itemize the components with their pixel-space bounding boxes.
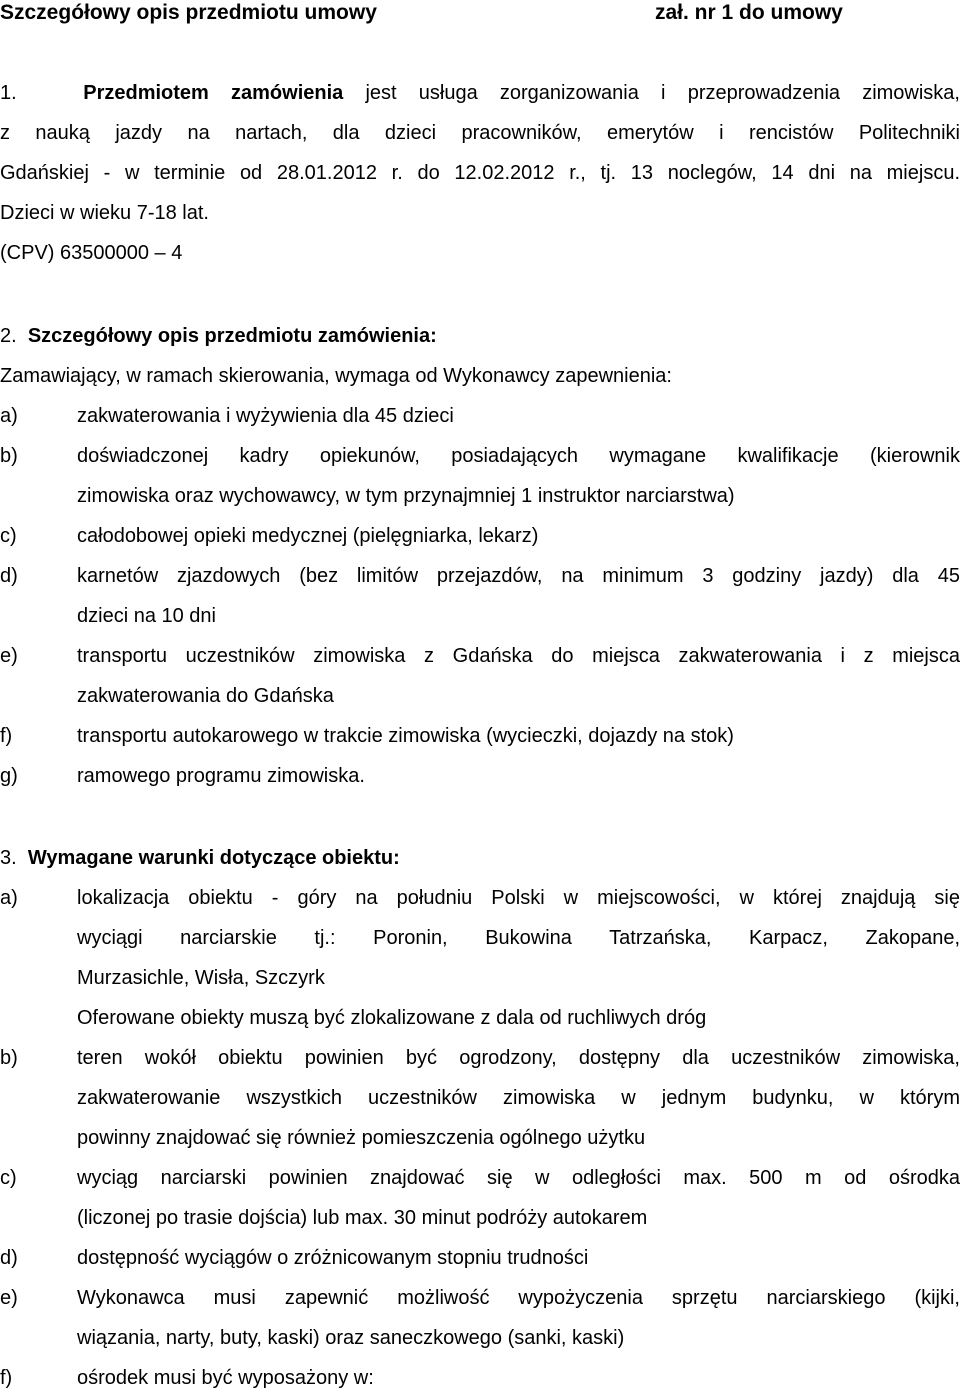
section-3	[0, 838, 960, 1398]
section2-list-item-text: całodobowej opieki medycznej (pielęgniarka, lekarz)	[77, 525, 539, 547]
section3-list-item-text: wyciągi narciarskie tj.: Poronin, Bukowina Tatrzańska, Karpacz, Zakopane,	[77, 927, 960, 949]
section-1-line-2: z nauką jazdy na nartach, dla dzieci pracowników, emerytów i rencistów Politechniki	[0, 122, 960, 144]
section3-list-item-text: wiązania, narty, buty, kaski) oraz saneczkowego (sanki, kaski)	[77, 1327, 625, 1349]
section3-list-item	[0, 1278, 960, 1358]
section3-list-item-label: f)	[0, 1367, 13, 1389]
section2-list-item-label: d)	[0, 565, 18, 587]
section3-list-item-text: wyciąg narciarski powinien znajdować się w odległości max. 500 m od ośrodka	[77, 1167, 960, 1189]
section2-list-item-label: a)	[0, 405, 18, 427]
section3-list-item-text: Oferowane obiekty muszą być zlokalizowane z dala od ruchliwych dróg	[77, 1007, 707, 1029]
section3-list-item-label: e)	[0, 1287, 18, 1309]
section-2-number: 2.	[0, 325, 17, 347]
section3-list-item-text: lokalizacja obiektu - góry na południu Polski w miejscowości, w której znajdują się	[77, 887, 960, 909]
section2-list-item-label: e)	[0, 645, 18, 667]
section3-list-item-text: dostępność wyciągów o zróżnicowanym stopniu trudności	[77, 1247, 589, 1269]
section-3-number: 3.	[0, 847, 17, 869]
section2-list-item-label: f)	[0, 725, 13, 747]
section-2	[0, 316, 960, 796]
section2-list-item-text: ramowego programu zimowiska.	[77, 765, 365, 787]
section-1-line-1-rest: jest usługa zorganizowania i przeprowadzenia zimowiska,	[343, 82, 960, 104]
section2-list-item-label: b)	[0, 445, 18, 467]
section-3-list	[0, 878, 960, 1398]
section2-list-item-label: c)	[0, 525, 17, 547]
section2-list-item-text: doświadczonej kadry opiekunów, posiadających wymagane kwalifikacje (kierownik	[77, 445, 960, 467]
section3-list-item-text: ośrodek musi być wyposażony w:	[77, 1367, 374, 1389]
section3-list-item-label: c)	[0, 1167, 17, 1189]
section3-list-item	[0, 878, 960, 998]
section-3-heading-line	[0, 838, 960, 878]
section-1-line-5: (CPV) 63500000 – 4	[0, 242, 183, 264]
section-1-bold-lead: Przedmiotem zamówienia	[83, 82, 344, 104]
section-1	[0, 73, 960, 273]
section-2-heading-line	[0, 316, 960, 356]
section2-list-item-text: zakwaterowania do Gdańska	[77, 685, 334, 707]
section-1-line-1	[0, 73, 960, 113]
section2-list-item-text: transportu uczestników zimowiska z Gdańska do miejsca zakwaterowania i z miejsca	[77, 645, 960, 667]
section3-list-item-text: teren wokół obiektu powinien być ogrodzony, dostępny dla uczestników zimowiska,	[77, 1047, 960, 1069]
section2-list-item-text: transportu autokarowego w trakcie zimowiska (wycieczki, dojazdy na stok)	[77, 725, 734, 747]
section2-list-item-label: g)	[0, 765, 18, 787]
section3-list-item-text: powinny znajdować się również pomieszczenia ogólnego użytku	[77, 1127, 646, 1149]
section-2-intro: Zamawiający, w ramach skierowania, wymaga od Wykonawcy zapewnienia:	[0, 365, 672, 387]
section2-list-item	[0, 396, 960, 436]
section3-list-item-label: d)	[0, 1247, 18, 1269]
section3-list-item	[0, 1158, 960, 1238]
section2-list-item	[0, 716, 960, 756]
section2-list-item	[0, 636, 960, 716]
section2-list-item-text: karnetów zjazdowych (bez limitów przejazdów, na minimum 3 godziny jazdy) dla 45	[77, 565, 960, 587]
section2-list-item	[0, 556, 960, 636]
section-2-heading: Szczegółowy opis przedmiotu zamówienia:	[27, 325, 437, 347]
section3-list-item-text: (liczonej po trasie dojścia) lub max. 30 minut podróży autokarem	[77, 1207, 648, 1229]
section-2-list	[0, 396, 960, 796]
section3-list-item	[0, 1238, 960, 1278]
section3-list-item-text: Murzasichle, Wisła, Szczyrk	[77, 967, 325, 989]
section2-list-item-text: zakwaterowania i wyżywienia dla 45 dzieci	[77, 405, 454, 427]
section3-list-item-label: a)	[0, 887, 18, 909]
section2-list-item	[0, 516, 960, 556]
section-1-number: 1.	[0, 82, 17, 104]
section2-list-item	[0, 756, 960, 796]
section2-list-item-text: zimowiska oraz wychowawcy, w tym przynajmniej 1 instruktor narciarstwa)	[77, 485, 735, 507]
section3-list-item-label: b)	[0, 1047, 18, 1069]
section2-list-item-text: dzieci na 10 dni	[77, 605, 216, 627]
section3-list-item	[0, 1038, 960, 1158]
attachment-label: zał. nr 1 do umowy	[655, 1, 843, 24]
document-title: Szczegółowy opis przedmiotu umowy	[0, 1, 377, 24]
section3-list-item	[0, 998, 960, 1038]
section-3-heading: Wymagane warunki dotyczące obiektu:	[27, 847, 400, 869]
section2-list-item	[0, 436, 960, 516]
section-1-line-3: Gdańskiej - w terminie od 28.01.2012 r. do 12.02.2012 r., tj. 13 noclegów, 14 dni na miejscu.	[0, 162, 960, 184]
section3-list-item	[0, 1358, 960, 1398]
section3-list-item-text: Wykonawca musi zapewnić możliwość wypożyczenia sprzętu narciarskiego (kijki,	[77, 1287, 960, 1309]
section-1-line-4: Dzieci w wieku 7-18 lat.	[0, 202, 209, 224]
section3-list-item-text: zakwaterowanie wszystkich uczestników zimowiska w jednym budynku, w którym	[77, 1087, 960, 1109]
